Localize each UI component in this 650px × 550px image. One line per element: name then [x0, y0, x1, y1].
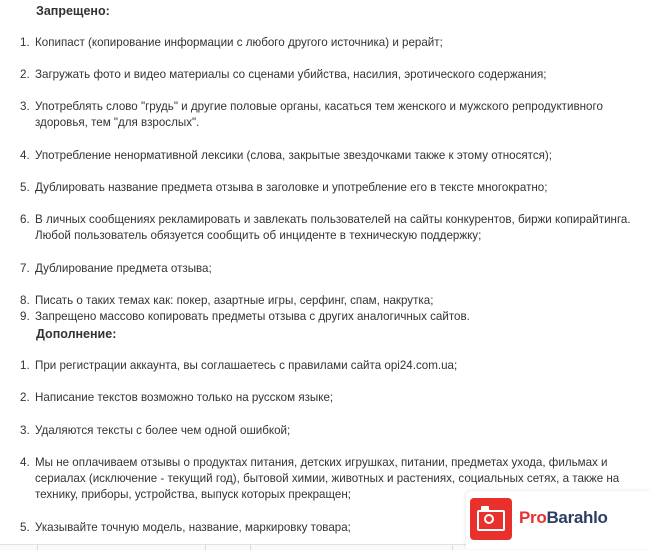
- list-number: 9.: [20, 310, 30, 323]
- list-number: 5.: [20, 521, 30, 534]
- list-text: Запрещено массово копировать предметы отзыва с других аналогичных сайтов.: [35, 310, 470, 323]
- list-text: технику, приборы, устройства, выпуск которых прекращен;: [35, 488, 351, 501]
- list-text: здоровья, тем "для взрослых".: [35, 116, 200, 129]
- list-number: 2.: [20, 68, 30, 81]
- probarahlo-badge[interactable]: [466, 491, 650, 549]
- list-number: 3.: [20, 424, 30, 437]
- camera-icon: [470, 498, 512, 540]
- list-text: Любой пользователь обязуется сообщить об инциденте в техническую поддержку;: [35, 229, 482, 242]
- divider: [452, 545, 453, 550]
- list-text: Мы не оплачиваем отзывы о продуктах питания, детских игрушках, питании, предметах ухода, фильмах и: [35, 456, 608, 469]
- list-text: Употреблять слово "грудь" и другие половые органы, касаться тем женского и мужского репродуктивного: [35, 100, 603, 113]
- brand-part-pro: Pro: [519, 508, 547, 527]
- list-number: 2.: [20, 391, 30, 404]
- divider: [250, 545, 251, 550]
- list-text: сериалах (исключение - текущий год), бытовой химии, животных и растениях, социальных сетях, а также на: [35, 472, 620, 485]
- list-text: Указывайте точную модель, название, маркировку товара;: [35, 521, 351, 534]
- list-number: 4.: [20, 456, 30, 469]
- list-number: 1.: [20, 359, 30, 372]
- brand-logo-text: [519, 508, 608, 528]
- list-number: 4.: [20, 149, 30, 162]
- list-number: 5.: [20, 181, 30, 194]
- list-number: 1.: [20, 36, 30, 49]
- list-number: 6.: [20, 213, 30, 226]
- list-text: Удаляются тексты с более чем одной ошибкой;: [35, 424, 291, 437]
- list-text: При регистрации аккаунта, вы соглашаетесь с правилами сайта opi24.com.ua;: [35, 359, 458, 372]
- list-number: 3.: [20, 100, 30, 113]
- list-text: Написание текстов возможно только на русском языке;: [35, 391, 334, 404]
- list-text: В личных сообщениях рекламировать и завлекать пользователей на сайты конкурентов, биржи копирайтинга.: [35, 213, 631, 226]
- section-heading-addition: Дополнение:: [36, 327, 117, 341]
- list-text: Дублировать название предмета отзыва в заголовке и употребление его в тексте многократно;: [35, 181, 548, 194]
- list-text: Употребление ненормативной лексики (слова, закрытые звездочками также к этому относятся);: [35, 149, 553, 162]
- list-text: Загружать фото и видео материалы со сценами убийства, насилия, эротического содержания;: [35, 68, 547, 81]
- divider: [205, 545, 206, 550]
- brand-part-barahlo: Barahlo: [546, 508, 608, 527]
- list-number: 7.: [20, 262, 30, 275]
- list-number: 8.: [20, 294, 30, 307]
- list-text: Дублирование предмета отзыва;: [35, 262, 212, 275]
- section-heading-prohibited: Запрещено:: [36, 4, 110, 18]
- list-text: Писать о таких темах как: покер, азартные игры, серфинг, спам, накрутка;: [35, 294, 434, 307]
- divider: [37, 545, 38, 550]
- list-text: Копипаст (копирование информации с любого другого источника) и рерайт;: [35, 36, 443, 49]
